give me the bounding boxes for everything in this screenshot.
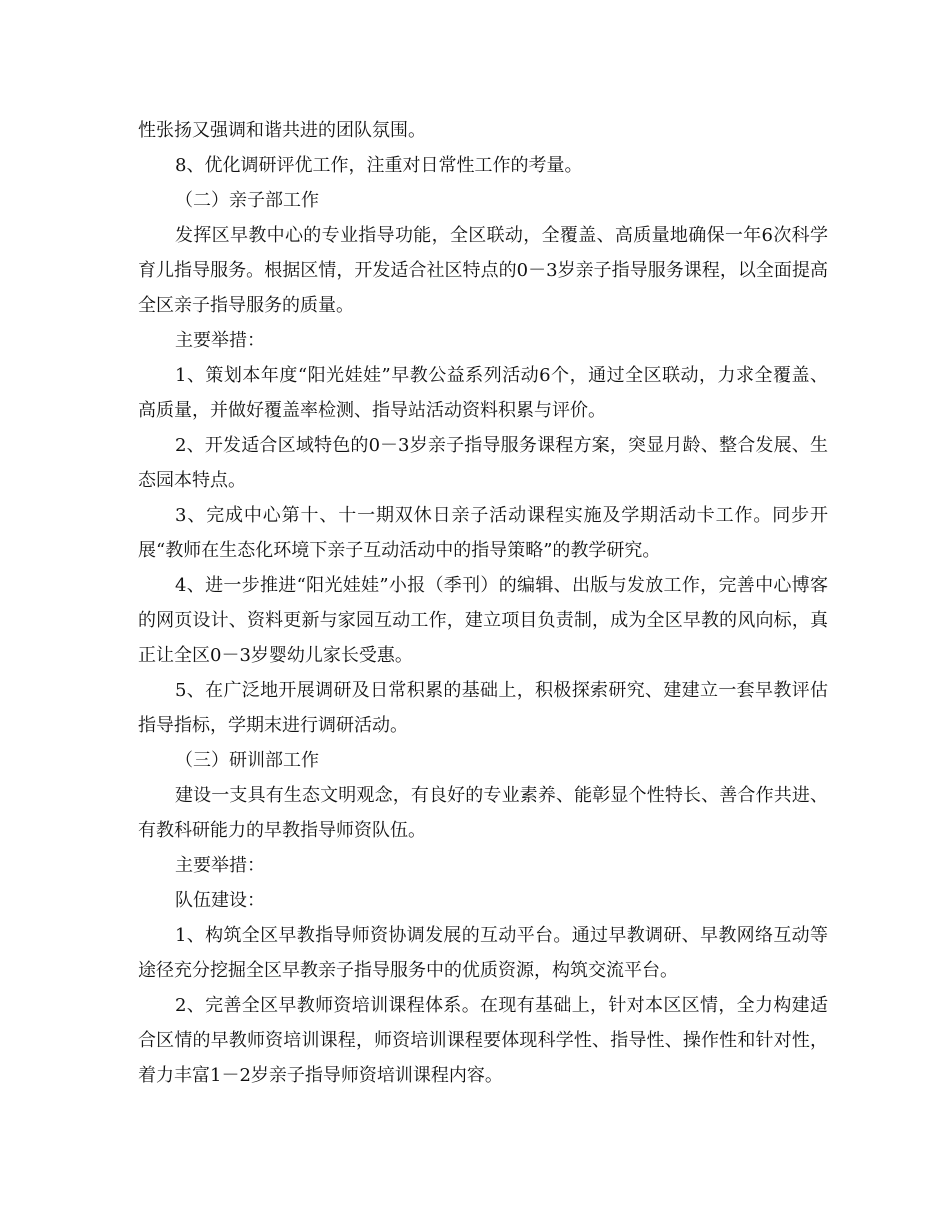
paragraph-measure-2: 2、开发适合区域特色的0－3岁亲子指导服务课程方案，突显月龄、整合发展、生态园本特点。 — [138, 435, 828, 491]
paragraph-measure-1: 1、策划本年度“阳光娃娃”早教公益系列活动6个，通过全区联动，力求全覆盖、高质量，并做好覆盖率检测、指导站活动资料积累与评价。 — [138, 365, 828, 421]
paragraph-training-intro: 建设一支具有生态文明观念，有良好的专业素养、能彰显个性特长、善合作共进、有教科研能力的早教指导师资队伍。 — [138, 785, 828, 841]
paragraph-measure-5: 5、在广泛地开展调研及日常积累的基础上，积极探索研究、建建立一套早教评估指导指标，学期末进行调研活动。 — [138, 680, 828, 736]
paragraph-measure-3: 3、完成中心第十、十一期双休日亲子活动课程实施及学期活动卡工作。同步开展“教师在生态化环境下亲子互动活动中的指导策略”的教学研究。 — [138, 505, 828, 561]
paragraph-team-measure-2: 2、完善全区早教师资培训课程体系。在现有基础上，针对本区区情，全力构建适合区情的早教师资培训课程，师资培训课程要体现科学性、指导性、操作性和针对性，着力丰富1－2岁亲子指导师资培训课程内容。 — [138, 995, 828, 1086]
subheading-main-measures: 主要举措： — [175, 330, 265, 351]
section-heading-training: （三）研训部工作 — [175, 750, 319, 771]
paragraph-item-8: 8、优化调研评优工作，注重对日常性工作的考量。 — [175, 155, 583, 176]
paragraph-measure-4: 4、进一步推进“阳光娃娃”小报（季刊）的编辑、出版与发放工作，完善中心博客的网页设计、资料更新与家园互动工作，建立项目负责制，成为全区早教的风向标，真正让全区0－3岁婴幼儿家长受惠。 — [138, 575, 828, 666]
paragraph-parent-child-intro: 发挥区早教中心的专业指导功能，全区联动，全覆盖、高质量地确保一年6次科学育儿指导服务。根据区情，开发适合社区特点的0－3岁亲子指导服务课程，以全面提高全区亲子指导服务的质量。 — [138, 225, 828, 316]
document-body — [138, 113, 828, 1093]
paragraph-team-measure-1: 1、构筑全区早教指导师资协调发展的互动平台。通过早教调研、早教网络互动等途径充分挖掘全区早教亲子指导服务中的优质资源，构筑交流平台。 — [138, 925, 828, 981]
subheading-main-measures-2: 主要举措： — [175, 855, 265, 876]
paragraph-continuation: 性张扬又强调和谐共进的团队氛围。 — [138, 120, 426, 141]
section-heading-parent-child: （二）亲子部工作 — [175, 190, 319, 211]
subheading-team-building: 队伍建设： — [175, 890, 265, 911]
